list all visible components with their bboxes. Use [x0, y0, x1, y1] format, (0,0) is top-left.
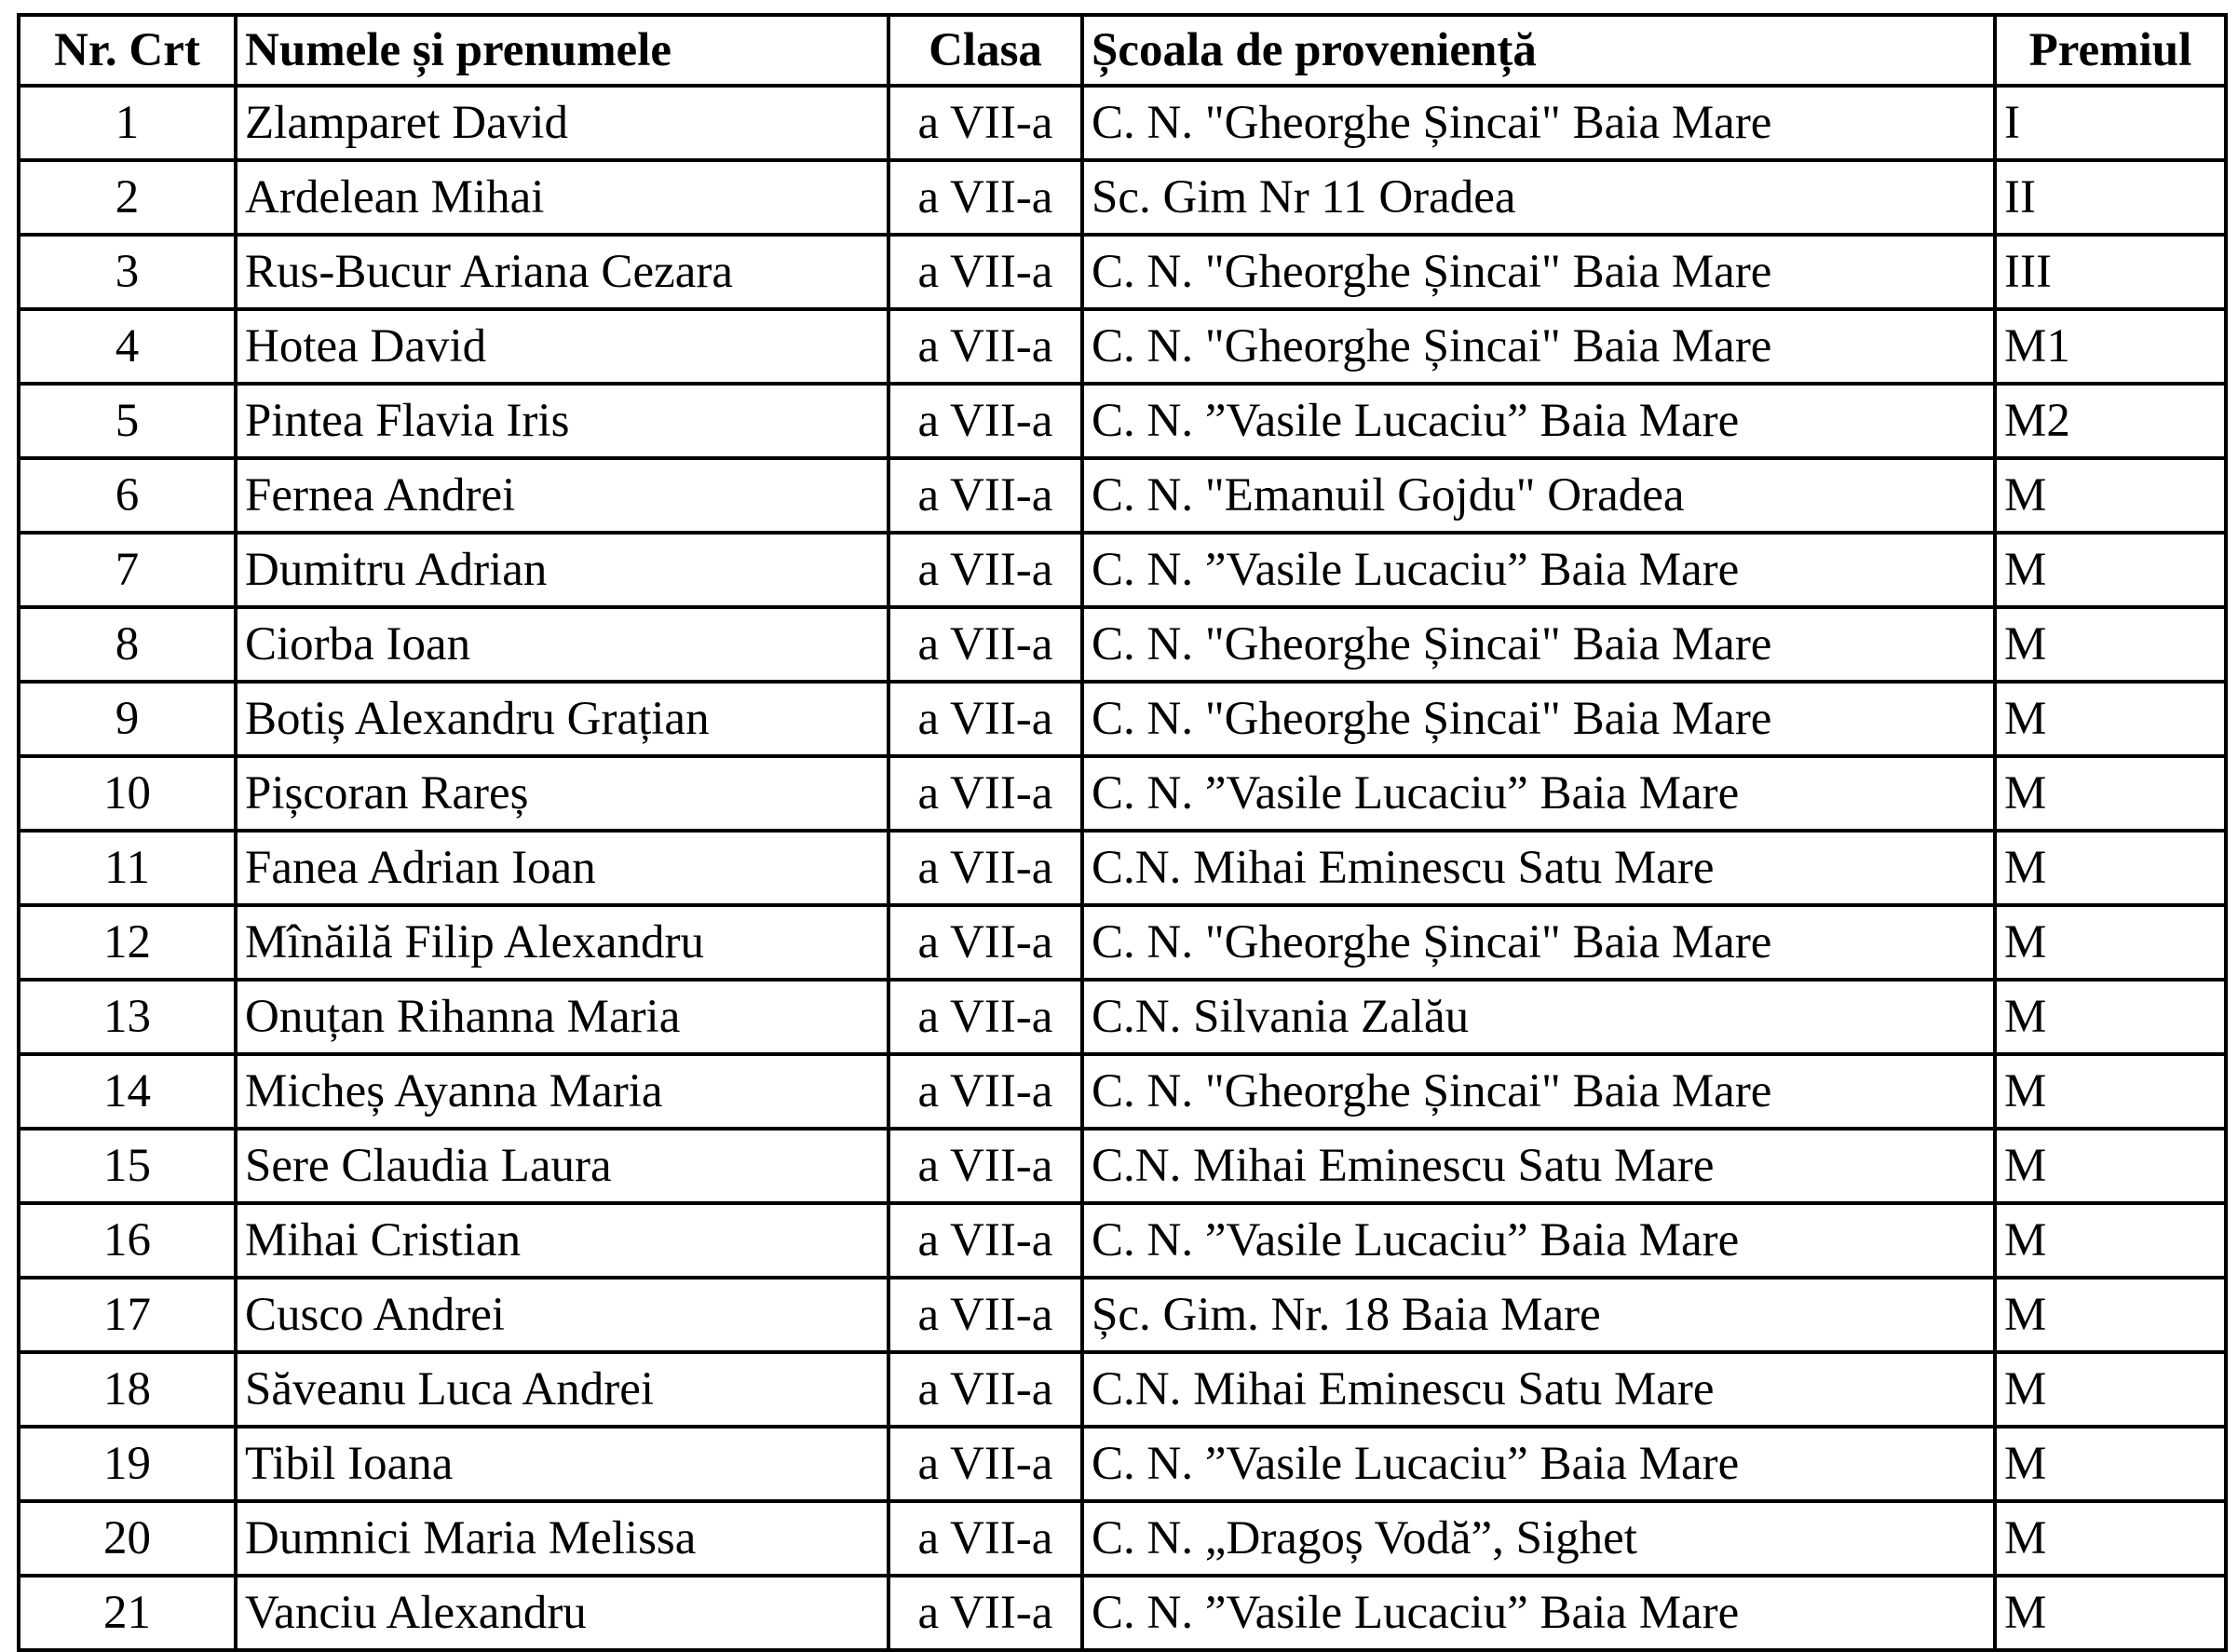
table-body — [19, 86, 2226, 1650]
table-row — [19, 384, 2226, 458]
cell-class: a VII-a — [888, 533, 1082, 607]
table-row — [19, 309, 2226, 384]
cell-class: a VII-a — [888, 160, 1082, 235]
cell-name: Onuțan Rihanna Maria — [236, 980, 888, 1054]
cell-prize: M — [1995, 1427, 2226, 1501]
cell-school: C.N. Silvania Zalău — [1082, 980, 1995, 1054]
cell-name: Fanea Adrian Ioan — [236, 831, 888, 905]
cell-prize: M — [1995, 458, 2226, 533]
table-row — [19, 980, 2226, 1054]
cell-class: a VII-a — [888, 1576, 1082, 1650]
cell-class: a VII-a — [888, 607, 1082, 682]
header-school: Școala de proveniență — [1082, 15, 1995, 86]
cell-class: a VII-a — [888, 831, 1082, 905]
cell-nr: 15 — [19, 1129, 236, 1203]
cell-name: Cusco Andrei — [236, 1278, 888, 1352]
cell-name: Pintea Flavia Iris — [236, 384, 888, 458]
cell-class: a VII-a — [888, 235, 1082, 309]
table-row — [19, 533, 2226, 607]
cell-nr: 8 — [19, 607, 236, 682]
table-row — [19, 1278, 2226, 1352]
table-row — [19, 1054, 2226, 1129]
cell-nr: 17 — [19, 1278, 236, 1352]
cell-nr: 7 — [19, 533, 236, 607]
cell-prize: M — [1995, 980, 2226, 1054]
cell-prize: III — [1995, 235, 2226, 309]
cell-school: Șc. Gim. Nr. 18 Baia Mare — [1082, 1278, 1995, 1352]
table-row — [19, 1352, 2226, 1427]
cell-class: a VII-a — [888, 1352, 1082, 1427]
cell-nr: 20 — [19, 1501, 236, 1576]
cell-school: C. N. ”Vasile Lucaciu” Baia Mare — [1082, 1576, 1995, 1650]
cell-prize: M — [1995, 905, 2226, 980]
cell-school: C. N. ”Vasile Lucaciu” Baia Mare — [1082, 384, 1995, 458]
cell-name: Micheș Ayanna Maria — [236, 1054, 888, 1129]
cell-class: a VII-a — [888, 86, 1082, 160]
cell-prize: M — [1995, 1501, 2226, 1576]
cell-school: C. N. "Gheorghe Șincai" Baia Mare — [1082, 905, 1995, 980]
cell-prize: M — [1995, 1278, 2226, 1352]
cell-school: C. N. „Dragoș Vodă”, Sighet — [1082, 1501, 1995, 1576]
cell-name: Tibil Ioana — [236, 1427, 888, 1501]
cell-school: C. N. "Gheorghe Șincai" Baia Mare — [1082, 607, 1995, 682]
cell-school: C. N. "Gheorghe Șincai" Baia Mare — [1082, 309, 1995, 384]
cell-class: a VII-a — [888, 1054, 1082, 1129]
cell-name: Pișcoran Rareș — [236, 756, 888, 831]
cell-school: C.N. Mihai Eminescu Satu Mare — [1082, 831, 1995, 905]
cell-name: Ciorba Ioan — [236, 607, 888, 682]
cell-name: Botiș Alexandru Grațian — [236, 682, 888, 756]
table-row — [19, 160, 2226, 235]
cell-school: C.N. Mihai Eminescu Satu Mare — [1082, 1352, 1995, 1427]
cell-prize: M — [1995, 607, 2226, 682]
cell-class: a VII-a — [888, 980, 1082, 1054]
cell-nr: 10 — [19, 756, 236, 831]
cell-name: Fernea Andrei — [236, 458, 888, 533]
cell-school: C. N. "Emanuil Gojdu" Oradea — [1082, 458, 1995, 533]
cell-name: Ardelean Mihai — [236, 160, 888, 235]
cell-prize: II — [1995, 160, 2226, 235]
cell-class: a VII-a — [888, 1203, 1082, 1278]
table-row — [19, 1427, 2226, 1501]
cell-prize: M — [1995, 1054, 2226, 1129]
cell-class: a VII-a — [888, 1501, 1082, 1576]
cell-school: C. N. "Gheorghe Șincai" Baia Mare — [1082, 1054, 1995, 1129]
cell-name: Zlamparet David — [236, 86, 888, 160]
cell-nr: 14 — [19, 1054, 236, 1129]
cell-name: Săveanu Luca Andrei — [236, 1352, 888, 1427]
cell-prize: M — [1995, 1576, 2226, 1650]
header-name: Numele și prenumele — [236, 15, 888, 86]
table-row — [19, 86, 2226, 160]
cell-prize: M — [1995, 1203, 2226, 1278]
cell-nr: 4 — [19, 309, 236, 384]
cell-prize: M — [1995, 533, 2226, 607]
cell-nr: 18 — [19, 1352, 236, 1427]
cell-nr: 11 — [19, 831, 236, 905]
header-row — [19, 15, 2226, 86]
cell-nr: 12 — [19, 905, 236, 980]
cell-class: a VII-a — [888, 1278, 1082, 1352]
cell-prize: M — [1995, 682, 2226, 756]
cell-school: C. N. "Gheorghe Șincai" Baia Mare — [1082, 682, 1995, 756]
cell-class: a VII-a — [888, 1427, 1082, 1501]
table-row — [19, 682, 2226, 756]
cell-nr: 21 — [19, 1576, 236, 1650]
table-row — [19, 607, 2226, 682]
cell-school: C. N. ”Vasile Lucaciu” Baia Mare — [1082, 1203, 1995, 1278]
cell-name: Dumnici Maria Melissa — [236, 1501, 888, 1576]
cell-name: Vanciu Alexandru — [236, 1576, 888, 1650]
cell-school: Sc. Gim Nr 11 Oradea — [1082, 160, 1995, 235]
cell-prize: M1 — [1995, 309, 2226, 384]
cell-name: Mihai Cristian — [236, 1203, 888, 1278]
cell-class: a VII-a — [888, 458, 1082, 533]
header-class: Clasa — [888, 15, 1082, 86]
table-row — [19, 1576, 2226, 1650]
cell-class: a VII-a — [888, 682, 1082, 756]
cell-nr: 13 — [19, 980, 236, 1054]
cell-nr: 16 — [19, 1203, 236, 1278]
cell-nr: 1 — [19, 86, 236, 160]
cell-school: C.N. Mihai Eminescu Satu Mare — [1082, 1129, 1995, 1203]
cell-prize: M — [1995, 756, 2226, 831]
cell-nr: 9 — [19, 682, 236, 756]
table-row — [19, 1501, 2226, 1576]
table-row — [19, 756, 2226, 831]
table-row — [19, 235, 2226, 309]
cell-name: Mînăilă Filip Alexandru — [236, 905, 888, 980]
cell-school: C. N. "Gheorghe Șincai" Baia Mare — [1082, 235, 1995, 309]
table-row — [19, 1203, 2226, 1278]
cell-nr: 19 — [19, 1427, 236, 1501]
cell-prize: M — [1995, 831, 2226, 905]
cell-class: a VII-a — [888, 1129, 1082, 1203]
table-row — [19, 458, 2226, 533]
cell-prize: M2 — [1995, 384, 2226, 458]
table-row — [19, 905, 2226, 980]
table-row — [19, 1129, 2226, 1203]
cell-class: a VII-a — [888, 384, 1082, 458]
cell-nr: 2 — [19, 160, 236, 235]
cell-name: Dumitru Adrian — [236, 533, 888, 607]
cell-nr: 3 — [19, 235, 236, 309]
cell-school: C. N. "Gheorghe Șincai" Baia Mare — [1082, 86, 1995, 160]
cell-class: a VII-a — [888, 756, 1082, 831]
cell-name: Rus-Bucur Ariana Cezara — [236, 235, 888, 309]
table-row — [19, 831, 2226, 905]
cell-class: a VII-a — [888, 905, 1082, 980]
cell-nr: 6 — [19, 458, 236, 533]
cell-name: Hotea David — [236, 309, 888, 384]
cell-nr: 5 — [19, 384, 236, 458]
results-table — [17, 13, 2228, 1652]
cell-class: a VII-a — [888, 309, 1082, 384]
cell-prize: I — [1995, 86, 2226, 160]
cell-name: Sere Claudia Laura — [236, 1129, 888, 1203]
cell-school: C. N. ”Vasile Lucaciu” Baia Mare — [1082, 756, 1995, 831]
header-prize: Premiul — [1995, 15, 2226, 86]
cell-school: C. N. ”Vasile Lucaciu” Baia Mare — [1082, 533, 1995, 607]
cell-prize: M — [1995, 1129, 2226, 1203]
cell-school: C. N. ”Vasile Lucaciu” Baia Mare — [1082, 1427, 1995, 1501]
cell-prize: M — [1995, 1352, 2226, 1427]
header-nr-crt: Nr. Crt — [19, 15, 236, 86]
